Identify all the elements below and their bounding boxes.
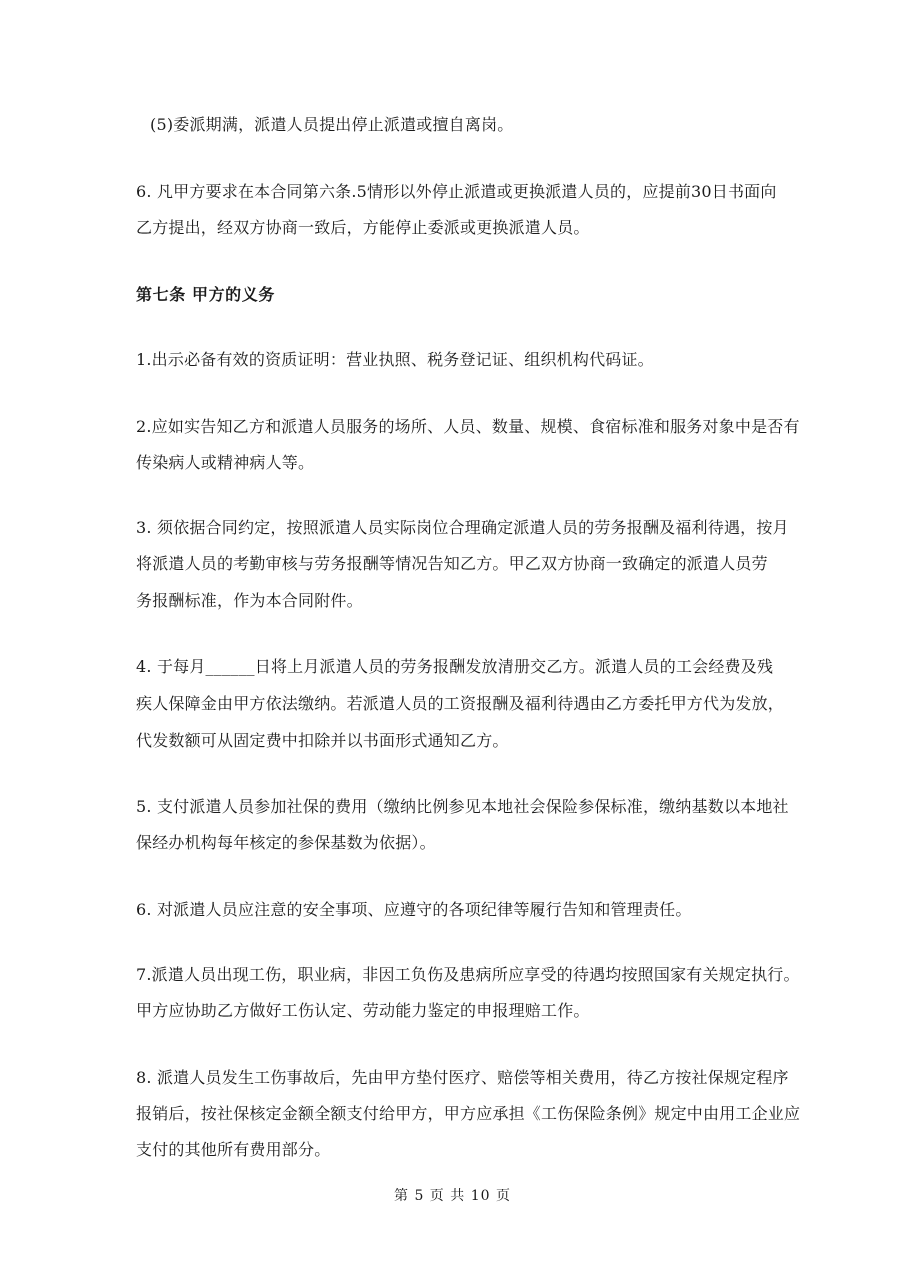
page-number-footer: 第 5 页 共 10 页	[394, 1188, 511, 1204]
duty-6-line-1: 6. 对派遣人员应注意的安全事项、应遵守的各项纪律等履行告知和管理责任。	[136, 900, 692, 919]
duty-7-line-1: 7.派遣人员出现工伤，职业病，非因工负伤及患病所应享受的待遇均按照国家有关规定执行。	[136, 965, 800, 984]
duty-4-line-2: 疾人保障金由甲方依法缴纳。若派遣人员的工资报酬及福利待遇由乙方委托甲方代为发放，	[136, 694, 785, 713]
duty-2-line-1: 2.应如实告知乙方和派遣人员服务的场所、人员、数量、规模、食宿标准和服务对象中是否有	[136, 417, 800, 436]
duty-5-line-1: 5. 支付派遣人员参加社保的费用（缴纳比例参见本地社会保险参保标准，缴纳基数以本地社	[136, 797, 789, 816]
duty-8-line-3: 支付的其他所有费用部分。	[136, 1140, 331, 1159]
duty-8-line-1: 8. 派遣人员发生工伤事故后，先由甲方垫付医疗、赔偿等相关费用，待乙方按社保规定程序	[136, 1068, 789, 1087]
duty-3-line-3: 务报酬标准，作为本合同附件。	[136, 591, 363, 610]
duty-4-line-3: 代发数额可从固定费中扣除并以书面形式通知乙方。	[136, 731, 509, 750]
clause-6-5-line-1: (5)委派期满，派遣人员提出停止派遣或擅自离岗。	[150, 115, 514, 134]
clause-6-6-line-2: 乙方提出，经双方协商一致后，方能停止委派或更换派遣人员。	[136, 218, 590, 237]
duty-8-line-2: 报销后，按社保核定金额全额支付给甲方，甲方应承担《工伤保险条例》规定中由用工企业应	[136, 1104, 801, 1123]
duty-1-line-1: 1.出示必备有效的资质证明：营业执照、税务登记证、组织机构代码证。	[136, 350, 654, 369]
article-7-heading: 第七条 甲方的义务	[136, 285, 275, 304]
clause-6-6-line-1: 6. 凡甲方要求在本合同第六条.5情形以外停止派遣或更换派遣人员的，应提前30日书面向	[136, 182, 777, 201]
duty-2-line-2: 传染病人或精神病人等。	[136, 453, 315, 472]
duty-5-line-2: 保经办机构每年核定的参保基数为依据）。	[136, 833, 436, 852]
duty-3-line-2: 将派遣人员的考勤审核与劳务报酬等情况告知乙方。甲乙双方协商一致确定的派遣人员劳	[136, 554, 768, 573]
duty-3-line-1: 3. 须依据合同约定，按照派遣人员实际岗位合理确定派遣人员的劳务报酬及福利待遇，按月	[136, 518, 789, 537]
duty-7-line-2: 甲方应协助乙方做好工伤认定、劳动能力鉴定的申报理赔工作。	[136, 1001, 590, 1020]
duty-4-line-1: 4. 于每月______日将上月派遣人员的劳务报酬发放清册交乙方。派遣人员的工会经费及残	[136, 657, 774, 676]
